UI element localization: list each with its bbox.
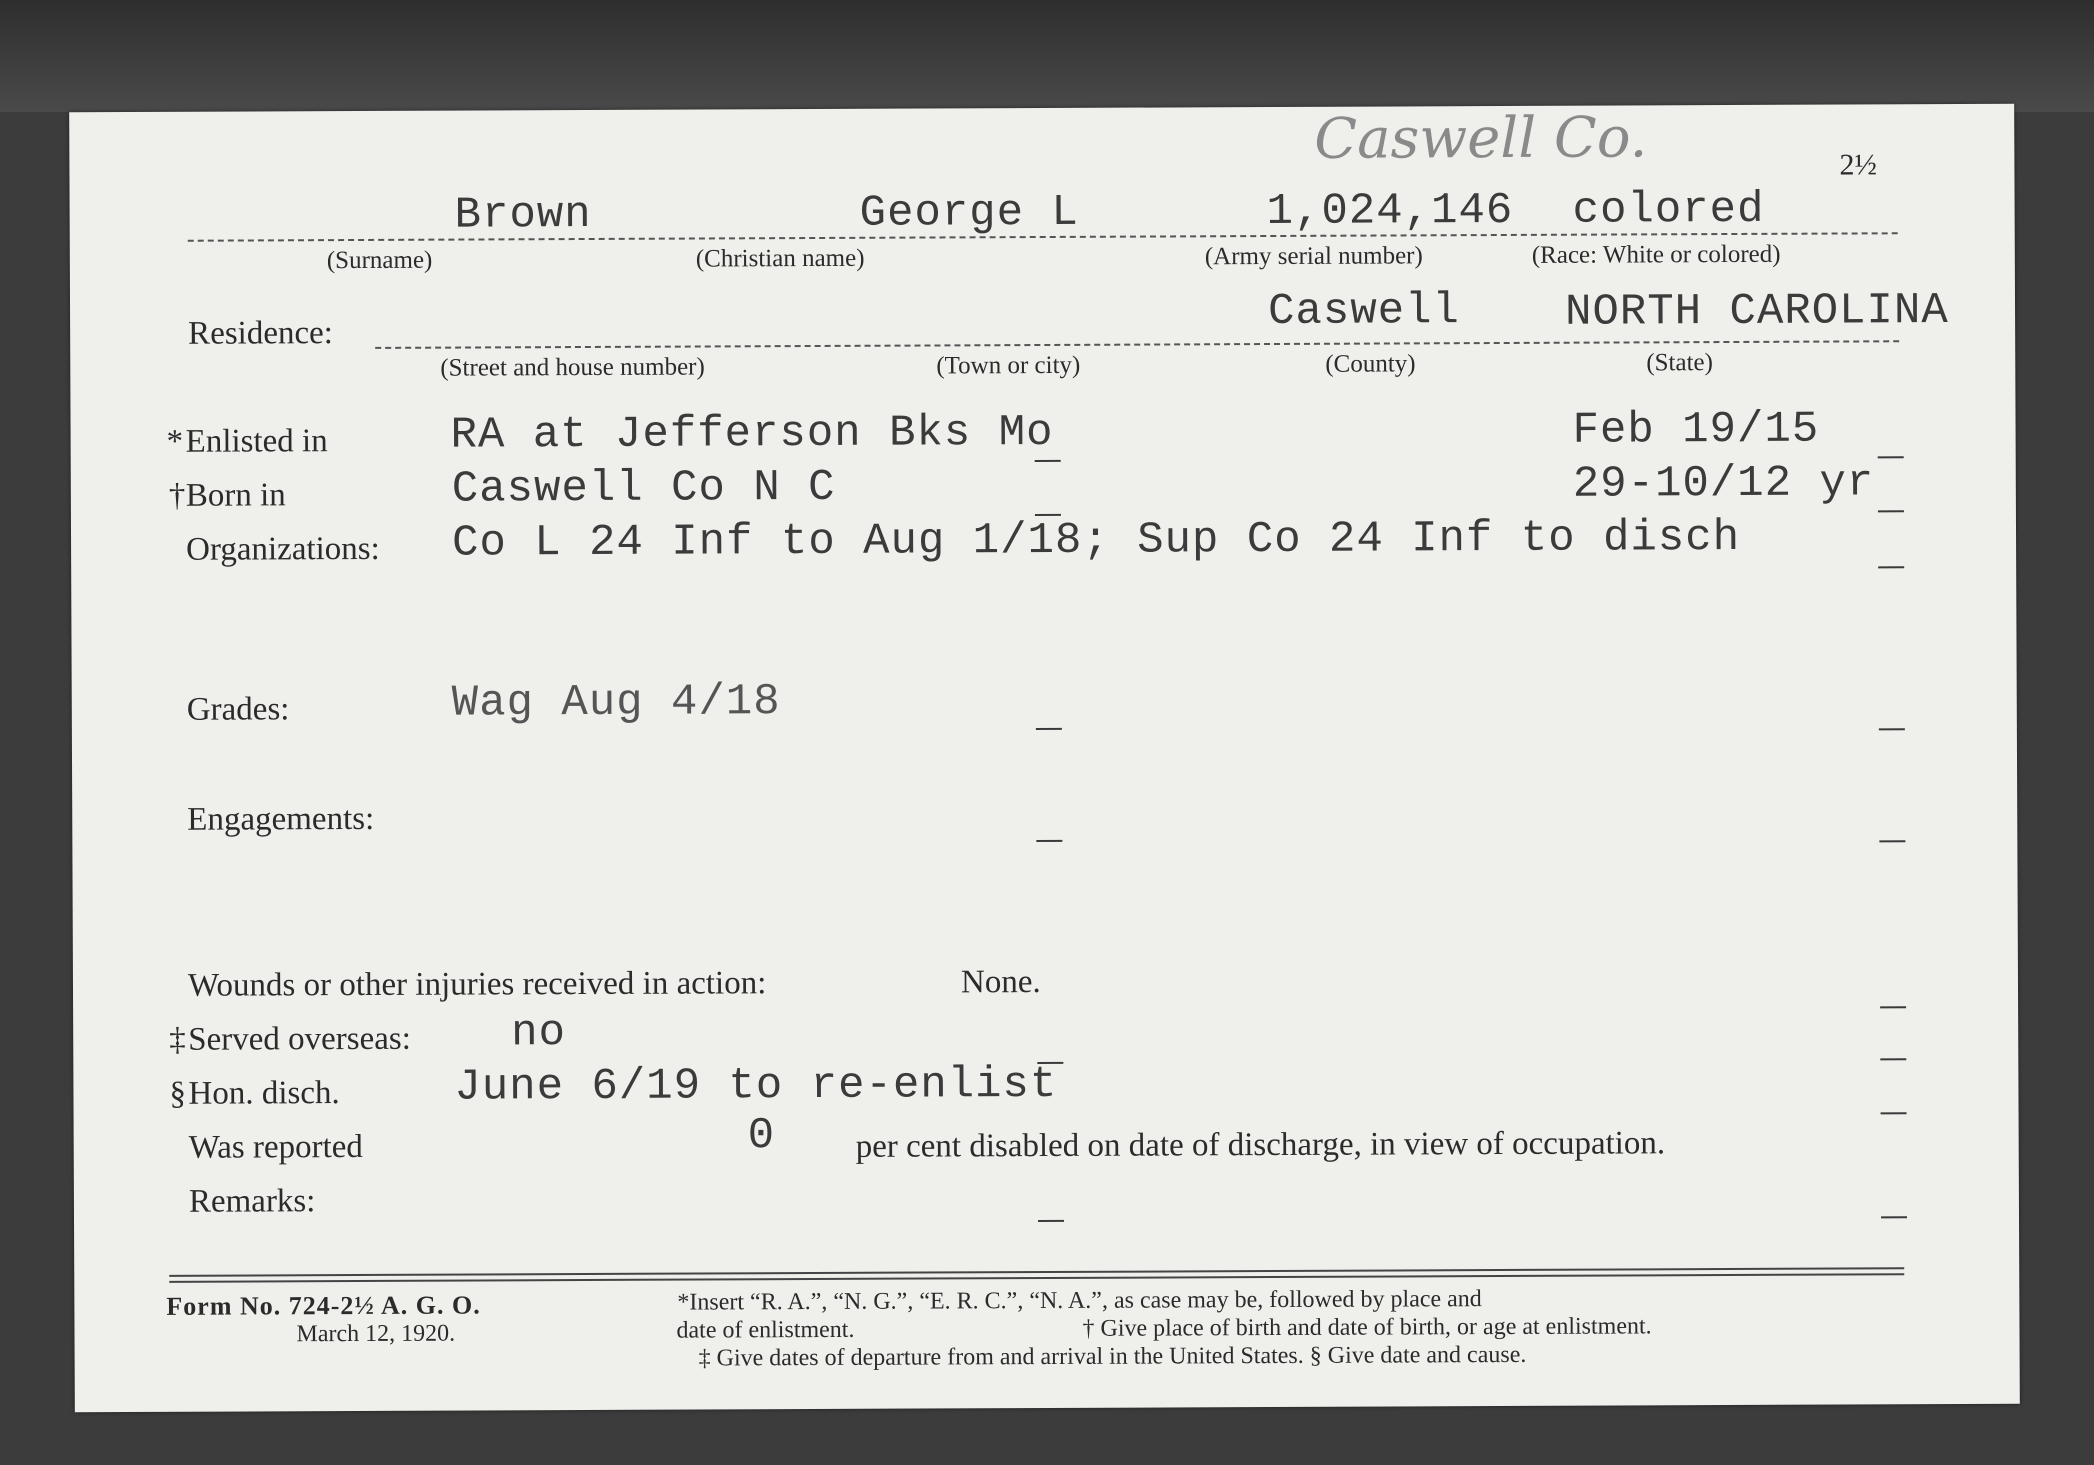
serial-number-value: 1,024,146 (1266, 185, 1514, 238)
grades-label: Grades: (186, 691, 290, 728)
race-caption: (Race: White or colored) (1531, 240, 1781, 269)
disabled-percent-value: 0 (747, 1111, 776, 1162)
residence-label: Residence: (188, 315, 333, 352)
scanner-background (0, 0, 2094, 112)
born-marker: † (168, 477, 186, 514)
grades-tick-right (1879, 728, 1905, 730)
discharge-label: Hon. disch. (188, 1075, 340, 1112)
discharge-tick (1881, 1112, 1907, 1114)
engagements-tick-middle (1036, 840, 1062, 842)
born-label: Born in (185, 477, 286, 514)
wounds-tick (1880, 1006, 1906, 1008)
christian-name-caption: (Christian name) (695, 244, 865, 273)
enlisted-marker: * (166, 423, 184, 460)
overseas-tick-right (1880, 1058, 1906, 1060)
christian-name-value: George L (859, 187, 1079, 239)
footnote-birth: † Give place of birth and date of birth, or age at enlistment. (1082, 1313, 1652, 1342)
serial-number-caption: (Army serial number) (1204, 242, 1423, 271)
discharge-value: June 6/19 to re-enlist (454, 1059, 1058, 1113)
state-caption: (State) (1646, 349, 1713, 377)
organizations-tick (1878, 566, 1904, 568)
card-number: 2½ (1839, 148, 1877, 182)
born-age-value: 29-10/12 yr (1572, 458, 1875, 510)
overseas-label: Served overseas: (188, 1020, 411, 1058)
remarks-tick-middle (1038, 1220, 1064, 1222)
enlisted-place-tick (1035, 460, 1061, 462)
wounds-label: Wounds or other injuries received in action: (187, 965, 767, 1004)
engagements-label: Engagements: (187, 800, 375, 838)
grades-value: Wag Aug 4/18 (451, 677, 781, 729)
discharge-marker: § (169, 1075, 187, 1112)
remarks-tick-right (1881, 1216, 1907, 1218)
grades-tick-middle (1036, 728, 1062, 730)
residence-county-value: Caswell (1267, 286, 1461, 338)
enlisted-date-tick (1878, 456, 1904, 458)
wounds-value: None. (960, 964, 1041, 1001)
county-caption: (County) (1325, 350, 1416, 378)
organizations-label: Organizations: (186, 530, 380, 568)
engagements-tick-right (1879, 840, 1905, 842)
surname-caption: (Surname) (326, 246, 433, 275)
overseas-value: no (511, 1008, 567, 1059)
town-caption: (Town or city) (936, 351, 1081, 380)
born-age-tick (1878, 510, 1904, 512)
handwritten-county-note: Caswell Co. (1314, 105, 1648, 172)
residence-state-value: NORTH CAROLINA (1564, 286, 1949, 338)
surname-value: Brown (454, 189, 592, 241)
remarks-label: Remarks: (188, 1183, 316, 1220)
form-number: Form No. 724-2½ A. G. O. (166, 1290, 481, 1321)
footnote-enlistment-cont: date of enlistment. (676, 1316, 855, 1344)
footnote-overseas-discharge: ‡ Give dates of departure from and arrival in the United States. § Give date and cause. (698, 1341, 1527, 1372)
footnote-enlistment: *Insert “R. A.”, “N. G.”, “E. R. C.”, “N. A.”, as case may be, followed by place and (677, 1286, 1482, 1316)
enlisted-label: Enlisted in (185, 423, 328, 460)
reported-label: Was reported (188, 1128, 363, 1166)
overseas-marker: ‡ (169, 1021, 186, 1058)
residence-line (375, 340, 1899, 349)
street-caption: (Street and house number) (440, 353, 705, 382)
disabled-text: per cent disabled on date of discharge, in view of occupation. (855, 1125, 1666, 1165)
enlisted-place-value: RA at Jefferson Bks Mo (450, 407, 1054, 461)
organizations-value: Co L 24 Inf to Aug 1/18; Sup Co 24 Inf to disch (451, 512, 1741, 569)
service-record-card (69, 104, 2020, 1412)
form-date: March 12, 1920. (296, 1320, 456, 1348)
enlisted-date-value: Feb 19/15 (1572, 404, 1820, 456)
born-place-value: Caswell Co N C (451, 462, 836, 515)
race-value: colored (1572, 184, 1765, 236)
